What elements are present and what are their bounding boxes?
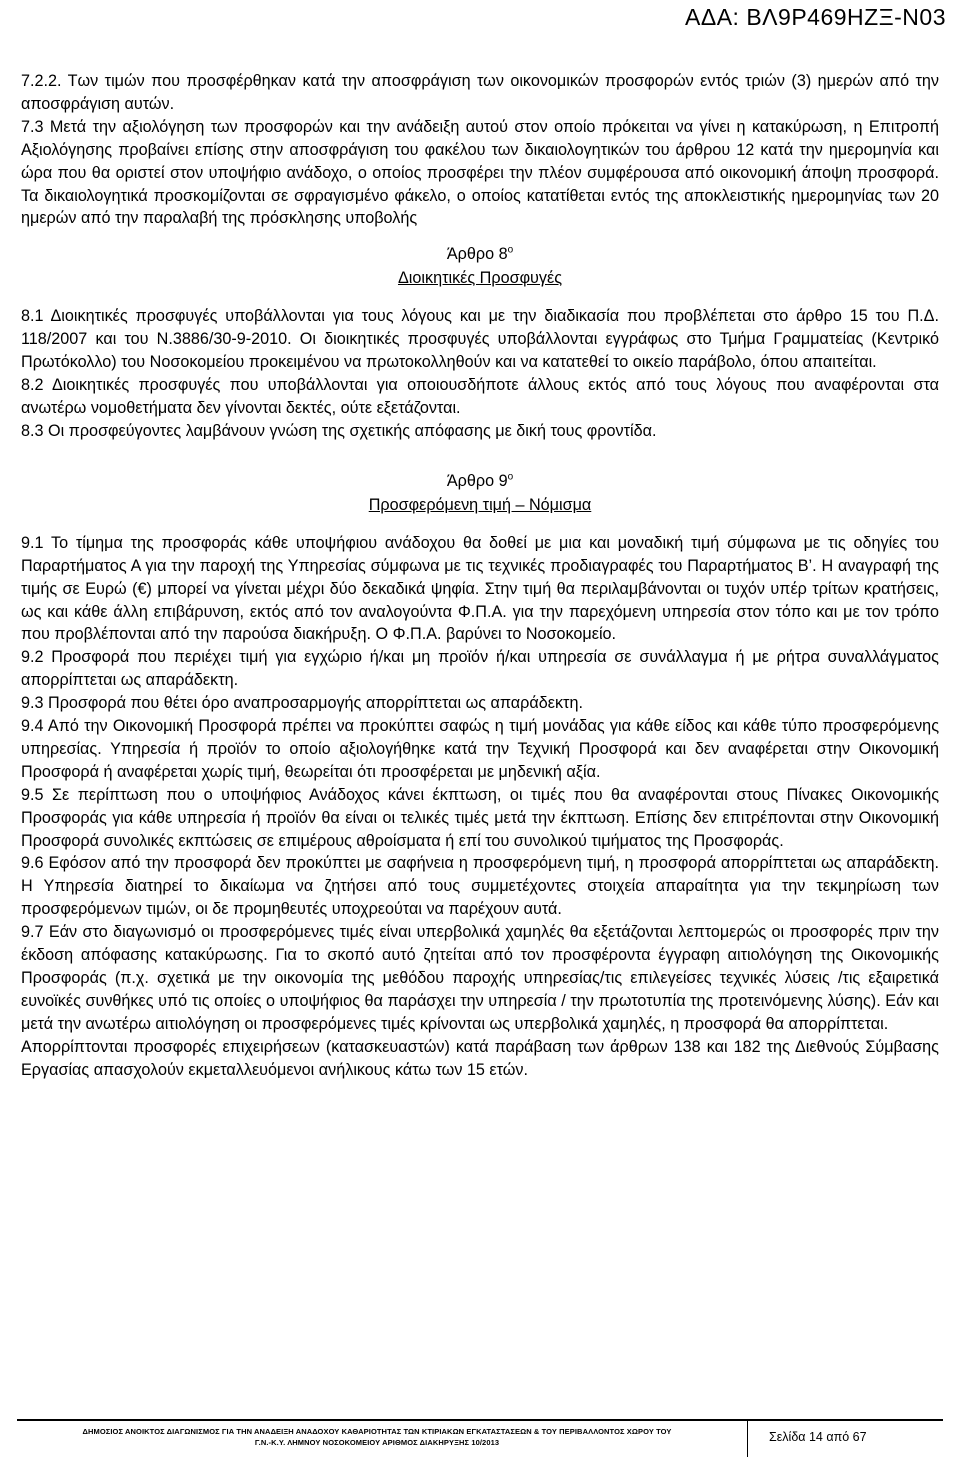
article-9-subtitle: Προσφερόμενη τιμή – Νόμισμα — [368, 495, 592, 514]
paragraph-9-7: 9.7 Εάν στο διαγωνισμό οι προσφερόμενες τιμές είναι υπερβολικά χαμηλές θα εξετάζονται λεπτομερώς οι προσφορές πριν την έκδοση απόφασης κατακύρωσης. Για το σκοπό αυτό ζητείται από τον προσφέροντα έγγραφη αιτιολόγηση της Οικονομικής Προσφοράς (π.χ. σχετικά με την οικονομία της μεθόδου παροχής υπηρεσίας/τις επιλεγείσες τεχνικές λύσεις /τις εξαιρετικά ευνοϊκές συνθήκες υπό τις οποίες ο υποψήφιος θα παράσχει την υπηρεσία / την πρωτοτυπία της προτεινόμενης λύσης). Εάν και μετά την ανωτέρω αιτιολόγηση οι προσφερόμενες τιμές κρίνονται ως υπερβολικά χαμηλές, η προσφορά θα απορρίπτεται. — [21, 923, 939, 1033]
footer-line-2: Γ.Ν.-Κ.Υ. ΛΗΜΝΟΥ ΝΟΣΟΚΟΜΕΙΟΥ ΑΡΙΘΜΟΣ ΔΙΑΚΗΡΥΞΗΣ 10/2013 — [254, 1438, 500, 1447]
page-number: Σελίδα 14 από 67 — [769, 1430, 867, 1444]
paragraph-9-5: 9.5 Σε περίπτωση που ο υποψήφιος Ανάδοχος κάνει έκπτωση, οι τιμές που θα αναφέρονται στους Πίνακες Οικονομικής Προσφοράς για κάθε υπηρεσία ή προϊόν θα είναι οι τελικές τιμές μετά την έκπτωση. Επίσης δεν επιτρέπονται στην Οικονομική Προσφορά συνολικές εκπτώσεις σε επιμέρους αθροίσματα ή επί του συνολικού τιμήματος της Προσφοράς. — [21, 785, 939, 850]
paragraph-9-6: 9.6 Εφόσον από την προσφορά δεν προκύπτει με σαφήνεια η προσφερόμενη τιμή, η προσφορά απορρίπτεται ως απαράδεκτη. Η Υπηρεσία διατηρεί το δικαίωμα να ζητήσει από τους συμμετέχοντες στοιχεία απαραίτητα για την τεκμηρίωση των προσφερόμενων τιμών, οι δε προμηθευτές υποχρεούται να παρέχουν αυτά. — [21, 854, 939, 919]
article-9-title: Άρθρο $9^o$ — [446, 471, 514, 490]
page-footer — [17, 1426, 943, 1458]
paragraph-9-3: 9.3 Προσφορά που θέτει όρο αναπροσαρμογής απορρίπτεται ως απαράδεκτη. — [21, 694, 583, 713]
paragraph-9-4: 9.4 Από την Οικονομική Προσφορά πρέπει να προκύπτει σαφώς η τιμή μονάδας για κάθε είδος και κάθε τύπο προσφερόμενης υπηρεσίας. Υπηρεσία ή προϊόν το οποίο αξιολογήθηκε κατά την Τεχνική Προσφορά και δεν αναφέρεται στην Οικονομική Προσφορά ή αναφέρεται χωρίς τιμή, θεωρείται ότι προσφέρεται με μηδενική αξία. — [21, 717, 939, 781]
paragraph-final: Απορρίπτονται προσφορές επιχειρήσεων (κατασκευαστών) κατά παράβαση των άρθρων 138 και 182 της Διεθνούς Σύμβασης Εργασίας απασχολούν εκμεταλλευόμενοι ανήλικους κάτω των 15 ετών. — [21, 1037, 939, 1079]
paragraph-7-2-2: 7.2.2. Των τιμών που προσφέρθηκαν κατά την αποσφράγιση των οικονομικών προσφορών εντός τριών (3) ημερών από την αποσφράγιση αυτών. — [21, 72, 939, 113]
paragraph-8-2: 8.2 Διοικητικές προσφυγές που υποβάλλονται για οποιουσδήποτε άλλους εκτός από τους λόγους που αναφέρονται στα ανωτέρω νομοθετήματα δεν γίνονται δεκτές, ούτε εξετάζονται. — [21, 376, 939, 417]
article-8-heading — [21, 242, 939, 290]
paragraph-8-3: 8.3 Οι προσφεύγοντες λαμβάνουν γνώση της σχετικής απόφασης με δική τους φροντίδα. — [21, 421, 657, 440]
footer-rule — [17, 1419, 943, 1421]
document-body — [21, 70, 939, 1082]
paragraph-9-2: 9.2 Προσφορά που περιέχει τιμή για εγχώριο ή/και μη προϊόν ή/και υπηρεσία σε συνάλλαγμα ή με ρήτρα συναλλάγματος απορρίπτεται ως απαράδεκτη. — [21, 648, 939, 690]
paragraph-9-1: 9.1 Το τίμημα της προσφοράς κάθε υποψήφιου ανάδοχου θα δοθεί με μια και μοναδική τιμή σύμφωνα με τις οδηγίες του Παραρτήματος Α για την παροχή της Υπηρεσίας σύμφωνα με τις τεχνικές προδιαγραφές του Παραρτήματος Β’. Η αναγραφή της τιμής σε Ευρώ (€) μπορεί να γίνεται μέχρι δύο δεκαδικά ψηφία. Στην τιμή θα περιλαμβάνονται οι τυχόν υπέρ τρίτων κρατήσεις, ως και κάθε άλλη επιβάρυνση, εκτός από τον αναλογούντα Φ.Π.Α. για την παρεχόμενη υπηρεσία στον τόπο και με τον τρόπο που προβλέπονται από την παρούσα διακήρυξη. Ο Φ.Π.Α. βαρύνει το Νοσοκομείο. — [21, 533, 939, 644]
article-9-heading — [21, 469, 939, 517]
article-8-title: Άρθρο $8^o$ — [446, 244, 514, 264]
paragraph-7-3: 7.3 Μετά την αξιολόγηση των προσφορών και την ανάδειξη αυτού στον οποίο πρόκειται να γίνει η κατακύρωση, η Επιτροπή Αξιολόγησης προβαίνει επίσης στην αποσφράγιση του φακέλου των δικαιολογητικών του άρθρου 12 κατά την ημερομηνία και ώρα που θα οριστεί στον υποψήφιο ανάδοχο, ο οποίος προσφέρει την πλέον συμφέρουσα από οικονομική άποψη προσφορά. Τα δικαιολογητικά προσκομίζονται σε σφραγισμένο φάκελο, ο οποίος κατατίθεται εντός της αποκλειστικής ημερομηνίας των 20 ημερών από την παραλαβή της πρόσκλησης υποβολής — [21, 117, 939, 228]
paragraph-8-1: 8.1 Διοικητικές προσφυγές υποβάλλονται για τους λόγους και με την διαδικασία που προβλέπεται στο άρθρο 15 του Π.Δ. 118/2007 και του Ν.3886/30-9-2010. Οι διοικητικές προσφυγές υποβάλλονται εγγράφως στο Τμήμα Γραμματείας (Κεντρικό Πρωτόκολλο) του Νοσοκομείου προκειμένου να πρωτοκολληθούν και να κατατεθεί το οικείο παράβολο, όπου απαιτείται. — [21, 307, 939, 372]
footer-divider — [747, 1421, 748, 1457]
footer-tender-title — [17, 1426, 737, 1448]
article-8-subtitle: Διοικητικές Προσφυγές — [397, 269, 563, 288]
ada-code: ΑΔΑ: ΒΛ9Ρ469ΗΖΞ-Ν03 — [685, 4, 946, 30]
footer-line-1: ΔΗΜΟΣΙΟΣ ΑΝΟΙΚΤΟΣ ΔΙΑΓΩΝΙΣΜΟΣ ΓΙΑ ΤΗΝ ΑΝΑΔΕΙΞΗ ΑΝΑΔΟΧΟΥ ΚΑΘΑΡΙΟΤΗΤΑΣ ΤΩΝ ΚΤΙΡΙΑΚΩΝ ΕΓΚΑΤΑΣΤΑΣΕΩΝ & ΤΟΥ ΠΕΡΙΒΑΛΛΟΝΤΟΣ ΧΩΡΟΥ ΤΟΥ — [82, 1427, 672, 1436]
